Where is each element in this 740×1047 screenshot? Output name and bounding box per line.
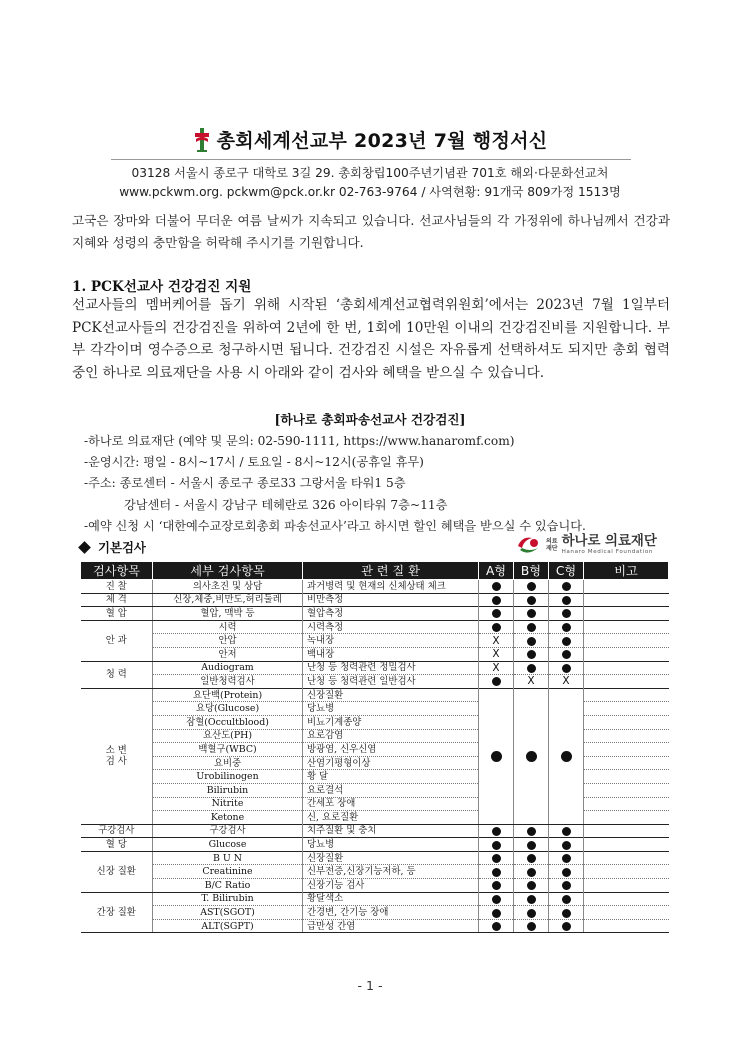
category-cell [81,607,153,621]
dot-icon [527,895,536,904]
exam-item-cell: 혈압, 맥박 등 [153,607,303,621]
dot-icon [527,827,536,836]
filled-dot-mark [549,892,584,906]
disease-cell: 요로결석 [303,783,479,797]
dot-icon [492,677,501,686]
dot-icon [527,922,536,931]
category-label: 구강검사 [98,825,135,837]
dot-icon [492,623,501,632]
dot-icon [562,596,571,605]
disease-cell: 방광염, 신우신염 [303,743,479,757]
filled-dot-mark [514,879,549,893]
table-row [81,879,669,893]
note-cell [584,634,669,648]
x-mark-text: X [527,675,535,688]
disease-cell: 산염기평형이상 [303,756,479,770]
note-cell [584,661,669,675]
category-label: 혈 당 [105,839,127,851]
filled-dot-mark [514,661,549,675]
filled-dot-mark [514,892,549,906]
dot-icon [562,650,571,659]
filled-dot-mark [514,634,549,648]
header-cell: B형 [514,562,549,580]
note-cell [584,770,669,784]
exam-item-cell: 요단백(Protein) [153,688,303,702]
table-row [81,824,669,838]
filled-dot-mark [514,838,549,852]
exam-item-cell: Nitrite [153,797,303,811]
filled-dot-mark [479,906,514,920]
exam-item-cell: AST(SGOT) [153,906,303,920]
dot-icon [527,609,536,618]
disease-cell: 녹내장 [303,634,479,648]
dot-icon [527,854,536,863]
note-cell [584,647,669,661]
filled-dot-mark [479,865,514,879]
info-line: -예약 신청 시 ‘대한예수교장로회총회 파송선교사’라고 하시면 할인 혜택을 받으실 수 있습니다. [84,518,586,533]
disease-cell: 난청 등 청력관련 정밀검사 [303,661,479,675]
table-row [81,865,669,879]
disease-cell: 황 달 [303,770,479,784]
category-label: 간장 질환 [96,907,136,919]
disease-cell: 급만성 간염 [303,919,479,933]
table-row [81,675,669,689]
category-label: 안 과 [105,635,127,647]
note-cell [584,729,669,743]
note-cell [584,811,669,825]
disease-cell: 황달색소 [303,892,479,906]
note-cell [584,783,669,797]
foundation-subtitle: Hanaro Medical Foundation [561,549,654,555]
filled-dot-mark [549,824,584,838]
disease-cell: 신장질환 [303,851,479,865]
greeting-paragraph: 고국은 장마와 더불어 무더운 여름 날씨가 지속되고 있습니다. 선교사님들의 각 가정위에 하나님께서 건강과 지혜와 성령의 충만함을 허락해 주시기를 기원합니다. [72,213,670,250]
table-header-row [81,562,669,580]
filled-dot-mark [514,620,549,634]
exam-item-cell: 요산도(PH) [153,729,303,743]
dot-icon [527,881,536,890]
dot-icon [562,637,571,646]
filled-dot-mark [549,580,584,594]
dot-icon [562,895,571,904]
x-mark [479,661,514,675]
header-cell: C형 [549,562,584,580]
filled-dot-mark [549,879,584,893]
diamond-bullet-icon [78,541,91,554]
filled-dot-mark [514,607,549,621]
note-cell [584,715,669,729]
church-cross-logo [193,127,211,153]
exam-item-cell: 잠혈(Occultblood) [153,715,303,729]
basic-exam-table [80,562,669,933]
filled-dot-mark [479,688,514,824]
note-cell [584,919,669,933]
disease-cell: 난청 등 청력관련 일반검사 [303,675,479,689]
filled-dot-mark [514,824,549,838]
note-cell [584,688,669,702]
basic-exam-heading [80,538,146,556]
disease-cell: 신, 요로질환 [303,811,479,825]
filled-dot-mark [549,661,584,675]
disease-cell: 간경변, 간기능 장애 [303,906,479,920]
dot-icon [492,922,501,931]
category-cell [81,661,153,688]
exam-item-cell: 요당(Glucose) [153,702,303,716]
filled-dot-mark [479,620,514,634]
exam-item-cell: 백혈구(WBC) [153,743,303,757]
filled-dot-mark [514,593,549,607]
exam-item-cell: Glucose [153,838,303,852]
exam-item-cell: ALT(SGPT) [153,919,303,933]
foundation-mark-icon [516,534,542,556]
disease-cell: 과거병력 및 현재의 신체상태 체크 [303,580,479,594]
note-cell [584,743,669,757]
exam-item-cell: Bilirubin [153,783,303,797]
dot-icon [527,664,536,673]
info-line: -하나로 의료재단 (예약 및 문의: 02-590-1111, https://www.hanaromf.com) [84,434,515,448]
exam-item-cell: B/C Ratio [153,879,303,893]
disease-cell: 백내장 [303,647,479,661]
dot-icon [527,868,536,877]
note-cell [584,824,669,838]
note-cell [584,675,669,689]
header-cell: 검사항목 [81,562,153,580]
exam-item-cell: 신장,체중,비만도,허리둘레 [153,593,303,607]
filled-dot-mark [514,647,549,661]
info-line: -운영시간: 평일 - 8시~17시 / 토요일 - 8시~12시(공휴일 휴무) [84,455,424,470]
info-line: 강남센터 - 서울시 강남구 테헤란로 326 아이타워 7층~11층 [124,497,448,512]
note-cell [584,797,669,811]
exam-item-cell: Creatinine [153,865,303,879]
section-body: 선교사들의 멤버케어를 돕기 위해 시작된 ‘총회세계선교협력위원회’에서는 2023년 7월 1일부터 PCK선교사들의 건강검진을 위하여 2년에 한 번, 1회에 10만원 이내의 건강검진비를 지원합니다. 부부 각각이며 영수증으로 청구하시면 됩니다. 건강검진 시설은 자유롭게 선택하셔도 되지만 총회 협력중인 하나로 의료재단을 사용 시 아래와 같이 검사와 혜택을 받으실 수 있습니다. [72,297,670,381]
filled-dot-mark [479,851,514,865]
dot-icon [527,841,536,850]
category-label: 체 격 [105,594,127,606]
exam-item-cell: 구강검사 [153,824,303,838]
table-row [81,593,669,607]
basic-exam-label: 기본검사 [98,540,146,555]
dot-icon [526,751,537,762]
filled-dot-mark [549,919,584,933]
filled-dot-mark [479,892,514,906]
filled-dot-mark [549,634,584,648]
title-row [0,126,740,157]
disease-cell: 비만측정 [303,593,479,607]
category-cell [81,620,153,661]
category-label: 진 찰 [105,580,127,592]
header-cell: A형 [479,562,514,580]
dot-icon [527,582,536,591]
category-cell [81,851,153,892]
dot-icon [492,909,501,918]
dot-icon [527,623,536,632]
filled-dot-mark [549,906,584,920]
note-cell [584,702,669,716]
disease-cell: 혈압측정 [303,607,479,621]
page-number: - 1 - [357,978,383,993]
x-mark [479,634,514,648]
filled-dot-mark [514,906,549,920]
header-cell: 비고 [584,562,669,580]
dot-icon [562,881,571,890]
filled-dot-mark [479,593,514,607]
dot-icon [527,650,536,659]
dot-icon [562,582,571,591]
title-divider [111,159,631,160]
category-label: 신장 질환 [96,866,136,878]
checkup-title: [하나로 총회파송선교사 건강검진] [274,412,466,427]
info-line: -주소: 종로센터 - 서울시 종로구 종로33 그랑서울 타워1 5층 [84,476,406,491]
filled-dot-mark [479,580,514,594]
exam-item-cell: 시력 [153,620,303,634]
dot-icon [562,664,571,673]
disease-cell: 시력측정 [303,620,479,634]
table-row [81,634,669,648]
dot-icon [492,582,501,591]
filled-dot-mark [549,838,584,852]
category-label: 검 사 [105,756,127,768]
dot-icon [492,609,501,618]
dot-icon [492,596,501,605]
exam-item-cell: B U N [153,851,303,865]
filled-dot-mark [479,607,514,621]
category-cell [81,892,153,933]
note-cell [584,879,669,893]
category-label: 청 력 [105,669,127,681]
disease-cell: 당뇨병 [303,838,479,852]
table-row [81,688,669,702]
table-row [81,580,669,594]
table-row [81,661,669,675]
note-cell [584,892,669,906]
table-row [81,906,669,920]
filled-dot-mark [514,851,549,865]
section-title: 1. PCK선교사 건강검진 지원 [72,279,252,295]
x-mark-text: X [492,634,500,647]
checkup-info-list [84,431,684,537]
dot-icon [492,841,501,850]
x-mark [549,675,584,689]
dot-icon [562,609,571,618]
note-cell [584,620,669,634]
header-cell: 세부 검사항목 [153,562,303,580]
disease-cell: 요로감염 [303,729,479,743]
x-mark-text: X [562,675,570,688]
filled-dot-mark [479,824,514,838]
x-mark [479,647,514,661]
address-line: 03128 서울시 종로구 대학로 3길 29. 총회창립100주년기념관 701호 해외·다문화선교처 [131,166,609,180]
filled-dot-mark [514,865,549,879]
filled-dot-mark [479,675,514,689]
filled-dot-mark [549,647,584,661]
dot-icon [562,868,571,877]
table-row [81,607,669,621]
table-row [81,851,669,865]
dot-icon [562,909,571,918]
table-row [81,838,669,852]
disease-cell: 치주질환 및 충치 [303,824,479,838]
filled-dot-mark [479,919,514,933]
foundation-small-label: 의료 재단 [546,538,558,552]
note-cell [584,607,669,621]
foundation-name: 하나로 의료재단 [561,534,657,549]
exam-item-cell: Audiogram [153,661,303,675]
filled-dot-mark [549,607,584,621]
category-cell [81,593,153,607]
dot-icon [562,827,571,836]
exam-item-cell: 일반청력검사 [153,675,303,689]
dot-icon [492,827,501,836]
page-title: 총회세계선교부 2023년 7월 행정서신 [216,130,548,152]
x-mark-text: X [492,661,500,674]
category-label: 소 변 [105,745,127,757]
exam-item-cell: 안저 [153,647,303,661]
dot-icon [562,623,571,632]
x-mark [514,675,549,689]
filled-dot-mark [549,865,584,879]
category-cell [81,824,153,838]
exam-item-cell: 요비중 [153,756,303,770]
dot-icon [492,854,501,863]
filled-dot-mark [514,580,549,594]
note-cell [584,851,669,865]
disease-cell: 신장질환 [303,688,479,702]
disease-cell: 신장기능 검사 [303,879,479,893]
note-cell [584,865,669,879]
filled-dot-mark [479,838,514,852]
filled-dot-mark [479,879,514,893]
note-cell [584,756,669,770]
table-row [81,892,669,906]
disease-cell: 신부전증,신장기능저하, 등 [303,865,479,879]
exam-item-cell: 안압 [153,634,303,648]
table-row [81,620,669,634]
dot-icon [492,881,501,890]
table-row [81,919,669,933]
category-cell [81,688,153,824]
exam-item-cell: Urobilinogen [153,770,303,784]
dot-icon [527,596,536,605]
header-cell: 관 련 질 환 [303,562,479,580]
dot-icon [492,895,501,904]
dot-icon [492,868,501,877]
filled-dot-mark [514,919,549,933]
exam-item-cell: 의사초진 및 상담 [153,580,303,594]
table-row [81,647,669,661]
filled-dot-mark [549,593,584,607]
note-cell [584,838,669,852]
foundation-logo [516,534,657,556]
exam-item-cell: T. Bilirubin [153,892,303,906]
exam-item-cell: Ketone [153,811,303,825]
category-cell [81,838,153,852]
dot-icon [562,854,571,863]
filled-dot-mark [549,688,584,824]
filled-dot-mark [514,688,549,824]
disease-cell: 간세포 장애 [303,797,479,811]
note-cell [584,593,669,607]
dot-icon [527,637,536,646]
note-cell [584,580,669,594]
dot-icon [527,909,536,918]
x-mark-text: X [492,648,500,661]
category-cell [81,580,153,594]
category-label: 혈 압 [105,607,127,619]
note-cell [584,906,669,920]
dot-icon [562,841,571,850]
dot-icon [562,922,571,931]
filled-dot-mark [549,620,584,634]
contact-line: www.pckwm.org. pckwm@pck.or.kr 02-763-9764 / 사역현황: 91개국 809가정 1513명 [119,185,621,199]
disease-cell: 당뇨병 [303,702,479,716]
disease-cell: 비뇨기계종양 [303,715,479,729]
dot-icon [561,751,572,762]
filled-dot-mark [549,851,584,865]
dot-icon [491,751,502,762]
